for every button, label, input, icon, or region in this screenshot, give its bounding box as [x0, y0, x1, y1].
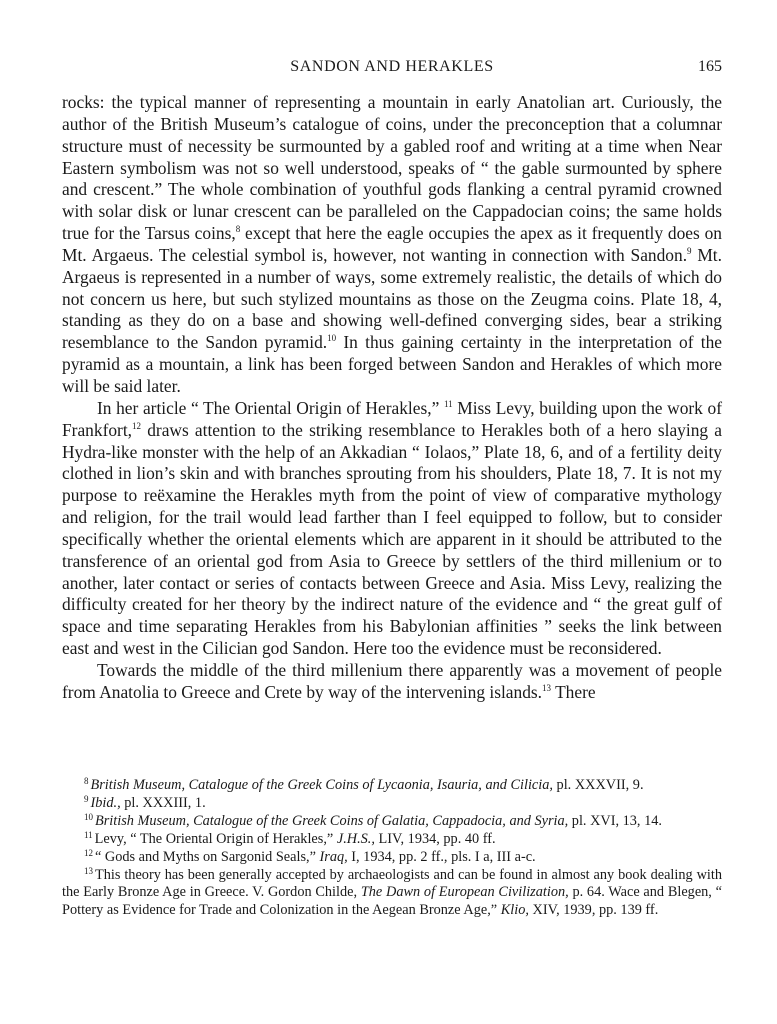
italic-text: Iraq,	[319, 848, 348, 865]
italic-text: British Museum, Catalogue of the Greek Coins of Galatia, Cappadocia, and Syria,	[95, 812, 569, 829]
text-run: There	[551, 681, 596, 702]
body-paragraph	[62, 92, 722, 398]
italic-text: British Museum, Catalogue of the Greek Coins of Lycaonia, Isauria, and Cilicia,	[90, 777, 553, 793]
text-run: I, 1934, pp. 2 ff., pls. I a, III a-c.	[347, 848, 536, 865]
text-run: draws attention to the striking resemblance to Herakles both of a hero slaying a Hydra-like monster with the help of an Akkadian “ Iolaos,” Plate 18, 6, and of a fertility deity clothed in lion’s skin and with branches sprouting from his shoulders, Plate 18, 7. It is not my purpose to reëxamine the Herakles myth from the point of view of comparative mythology and religion, for the trail would lead farther than I feel equipped to follow, but to consider specifically whether the oriental elements which are apparent in it should be attributed to the transference of an oriental god from Asia to Greece by settlers of the third millenium or to another, later contact or series of contacts between Greece and Asia. Miss Levy, realizing the difficulty created for her theory by the indirect nature of the evidence and “ the great gulf of space and time separating Herakles from his Babylonian affinities ” seeks the link between east and west in the Cilician god Sandon. Here too the evidence must be reconsidered.	[62, 419, 722, 659]
footnote	[62, 813, 722, 831]
footnote	[62, 849, 722, 867]
italic-text: J.H.S.,	[336, 830, 375, 847]
text-run: p. 64. Wace and Blegen, “ Pottery as Evidence for Trade and Colonization in the Aegean Bronze Age,”	[62, 884, 722, 919]
footnote-marker: 12	[84, 847, 93, 858]
footnote-marker: 9	[84, 793, 89, 804]
running-head	[62, 58, 722, 80]
footnote	[62, 795, 722, 813]
footnote-marker: 10	[84, 811, 93, 822]
footnote-reference: 10	[327, 333, 337, 344]
text-run: pl. XXXVII, 9.	[552, 777, 644, 793]
text-run: Mt. Argaeus is represented in a number of ways, some extremely realistic, the details of which do not concern us here, but such stylized mountains as those on the Zeugma coins. Plate 18, 4, standing as they do on a base and showing well-defined converging sides, bear a striking resemblance to the Sandon pyramid.	[62, 244, 722, 353]
footnote	[62, 777, 722, 795]
footnote-marker: 8	[84, 776, 89, 786]
text-run: Towards the middle of the third millenium there apparently was a movement of people from Anatolia to Greece and Crete by way of the intervening islands.	[62, 659, 722, 702]
text-run: except that here the eagle occupies the apex as it frequently does on Mt. Argaeus. The celestial symbol is, however, not wanting in connection with Sandon.	[62, 223, 722, 265]
italic-text: Klio,	[500, 902, 529, 919]
text-run: This theory has been generally accepted by archaeologists and can be found in almost any book dealing with the Early Bronze Age in Greece. V. Gordon Childe,	[62, 866, 722, 901]
italic-text: Ibid.,	[90, 794, 121, 811]
footnote-reference: 12	[132, 420, 142, 431]
footnote-reference: 9	[687, 245, 692, 256]
text-run: Levy, “ The Oriental Origin of Herakles,”	[94, 830, 337, 847]
text-run: LIV, 1934, pp. 40 ff.	[374, 830, 496, 847]
text-run: “ Gods and Myths on Sargonid Seals,”	[95, 848, 320, 865]
footnote-marker: 13	[84, 865, 93, 876]
body-text	[62, 92, 722, 704]
footnotes	[62, 777, 722, 920]
text-run: pl. XVI, 13, 14.	[568, 812, 662, 829]
body-paragraph	[62, 398, 722, 660]
page-number: 165	[698, 58, 722, 75]
footnote-marker: 11	[84, 829, 93, 840]
body-paragraph	[62, 660, 722, 704]
italic-text: The Dawn of European Civilization,	[360, 884, 569, 901]
footnote-reference: 11	[443, 398, 453, 409]
text-run: In thus gaining certainty in the interpretation of the pyramid as a mountain, a link has been forged between Sandon and Herakles of which more will be said later.	[62, 332, 722, 396]
running-title: SANDON AND HERAKLES	[290, 58, 494, 75]
footnote	[62, 867, 722, 921]
text-run: XIV, 1939, pp. 139 ff.	[528, 902, 659, 919]
text-run: pl. XXXIII, 1.	[120, 794, 206, 811]
footnote-reference: 13	[542, 682, 552, 693]
footnote	[62, 831, 722, 849]
text-run: rocks: the typical manner of representing a mountain in early Anatolian art. Curiously, the author of the British Museum’s catalogue of coins, under the preconception that a columnar structure must of necessity be surmounted by a gabled roof and writing at a time when Near Eastern symbolism was not so well understood, speaks of “ the gable surmounted by sphere and crescent.” The whole combination of youthful gods flanking a central pyramid crowned with solar disk or lunar crescent can be paralleled on the Cappadocian coins; the same holds true for the Tarsus coins,	[62, 92, 722, 244]
footnote-reference: 8	[235, 224, 241, 235]
text-run: Miss Levy, building upon the work of Frankfort,	[62, 397, 722, 440]
text-run: In her article “ The Oriental Origin of Herakles,”	[97, 397, 444, 418]
